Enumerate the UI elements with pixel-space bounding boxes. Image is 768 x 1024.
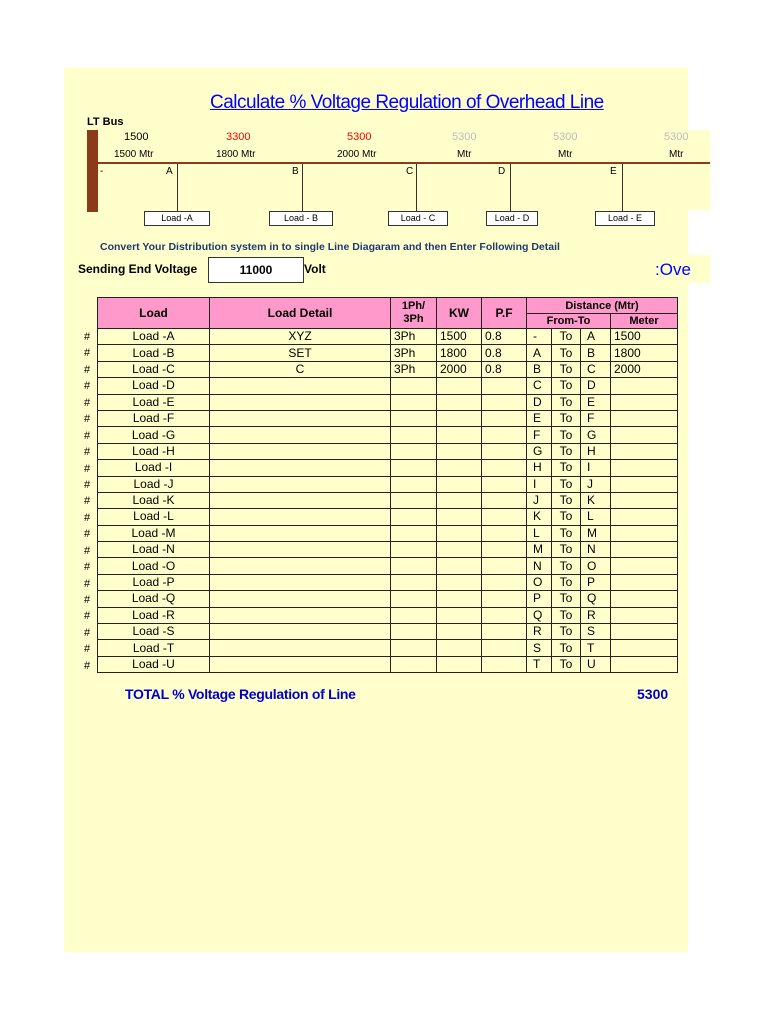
cell-to[interactable]: To	[552, 624, 581, 640]
cell-phase[interactable]	[391, 509, 437, 525]
cell-pf[interactable]: 0.8	[482, 345, 527, 361]
node-label: C	[406, 166, 414, 177]
cell-from[interactable]: J	[527, 492, 552, 508]
sheet-overflow	[688, 130, 710, 210]
header-load-detail: Load Detail	[210, 298, 391, 329]
cell-dest[interactable]: T	[581, 640, 611, 656]
cell-load[interactable]: Load -D	[98, 378, 210, 394]
table-row	[98, 558, 678, 574]
cell-detail[interactable]	[210, 427, 391, 443]
cell-detail[interactable]	[210, 476, 391, 492]
cell-detail[interactable]: C	[210, 361, 391, 377]
cell-load[interactable]: Load -E	[98, 394, 210, 410]
sending-end-label: Sending End Voltage	[78, 262, 198, 276]
cell-phase[interactable]	[391, 427, 437, 443]
cell-pf[interactable]	[482, 410, 527, 426]
load-box: Load - E	[595, 211, 655, 226]
cell-pf[interactable]	[482, 509, 527, 525]
cell-phase[interactable]	[391, 558, 437, 574]
cell-kw[interactable]	[437, 410, 482, 426]
cell-to[interactable]: To	[552, 607, 581, 623]
cell-phase[interactable]	[391, 607, 437, 623]
header-pf: P.F	[482, 298, 527, 329]
cell-to[interactable]: To	[552, 542, 581, 558]
cell-meter[interactable]: 2000	[611, 361, 678, 377]
cell-dest[interactable]: A	[581, 329, 611, 345]
table-row	[98, 378, 678, 394]
cell-kw[interactable]	[437, 640, 482, 656]
segment-distance: Mtr	[558, 149, 573, 160]
cell-meter[interactable]	[611, 509, 678, 525]
cell-from[interactable]: M	[527, 542, 552, 558]
cell-kw[interactable]	[437, 460, 482, 476]
page-title: Calculate % Voltage Regulation of Overhead Line	[210, 92, 604, 113]
row-marker: #	[84, 380, 91, 393]
table-row	[98, 525, 678, 541]
table-row	[98, 624, 678, 640]
table-row	[98, 443, 678, 459]
cell-from[interactable]: O	[527, 574, 552, 590]
cell-phase[interactable]	[391, 378, 437, 394]
cell-kw[interactable]	[437, 476, 482, 492]
cell-meter[interactable]: 1800	[611, 345, 678, 361]
cell-to[interactable]: To	[552, 329, 581, 345]
cell-pf[interactable]	[482, 378, 527, 394]
row-marker: #	[84, 511, 91, 524]
table-row	[98, 656, 678, 672]
cell-phase[interactable]: 3Ph	[391, 329, 437, 345]
cell-detail[interactable]	[210, 509, 391, 525]
load-table	[97, 297, 678, 673]
row-marker: #	[84, 495, 91, 508]
node-label: B	[292, 166, 299, 177]
instruction-text: Convert Your Distribution system in to single Line Diagaram and then Enter Following Detail	[100, 241, 560, 253]
cell-meter[interactable]	[611, 525, 678, 541]
cell-dest[interactable]: J	[581, 476, 611, 492]
header-load: Load	[98, 298, 210, 329]
cell-dest[interactable]: N	[581, 542, 611, 558]
cell-kw[interactable]	[437, 591, 482, 607]
cell-meter[interactable]	[611, 607, 678, 623]
total-label: TOTAL % Voltage Regulation of Line	[125, 686, 356, 702]
segment-kw: 5300	[347, 131, 372, 143]
cell-dest[interactable]: C	[581, 361, 611, 377]
cell-detail[interactable]	[210, 443, 391, 459]
cell-meter[interactable]	[611, 394, 678, 410]
cell-load[interactable]: Load -P	[98, 574, 210, 590]
table-row	[98, 427, 678, 443]
cell-from[interactable]: S	[527, 640, 552, 656]
row-marker: #	[84, 396, 91, 409]
row-marker: #	[84, 643, 91, 656]
cell-kw[interactable]	[437, 656, 482, 672]
cell-load[interactable]: Load -U	[98, 656, 210, 672]
load-box: Load - B	[269, 211, 333, 226]
table-row	[98, 492, 678, 508]
node-label: A	[166, 166, 173, 177]
cell-meter[interactable]	[611, 558, 678, 574]
cell-dest[interactable]: M	[581, 525, 611, 541]
header-meter: Meter	[611, 314, 678, 329]
cell-load[interactable]: Load -K	[98, 492, 210, 508]
cell-from[interactable]: C	[527, 378, 552, 394]
load-box: Load - C	[388, 211, 448, 226]
cell-from[interactable]: -	[527, 329, 552, 345]
cell-dest[interactable]: D	[581, 378, 611, 394]
cell-to[interactable]: To	[552, 558, 581, 574]
cell-pf[interactable]: 0.8	[482, 361, 527, 377]
cell-phase[interactable]	[391, 624, 437, 640]
table-row	[98, 361, 678, 377]
cell-phase[interactable]	[391, 542, 437, 558]
cell-dest[interactable]: P	[581, 574, 611, 590]
cell-pf[interactable]	[482, 624, 527, 640]
table-row	[98, 394, 678, 410]
cell-pf[interactable]	[482, 525, 527, 541]
cell-meter[interactable]	[611, 378, 678, 394]
cell-detail[interactable]	[210, 378, 391, 394]
cell-dest[interactable]: U	[581, 656, 611, 672]
cell-to[interactable]: To	[552, 361, 581, 377]
cell-detail[interactable]	[210, 394, 391, 410]
cell-pf[interactable]	[482, 476, 527, 492]
cell-load[interactable]: Load -G	[98, 427, 210, 443]
cell-pf[interactable]	[482, 640, 527, 656]
row-marker: #	[84, 528, 91, 541]
cell-kw[interactable]	[437, 607, 482, 623]
cell-pf[interactable]	[482, 656, 527, 672]
cell-from[interactable]: D	[527, 394, 552, 410]
cell-to[interactable]: To	[552, 656, 581, 672]
load-box: Load -A	[144, 211, 210, 226]
cell-detail[interactable]	[210, 460, 391, 476]
distribution-line	[98, 162, 710, 164]
segment-distance: Mtr	[457, 149, 472, 160]
cell-from[interactable]: F	[527, 427, 552, 443]
row-marker: #	[84, 626, 91, 639]
segment-distance: 1800 Mtr	[216, 149, 256, 160]
row-marker: #	[84, 331, 91, 343]
cell-load[interactable]: Load -R	[98, 607, 210, 623]
cell-to[interactable]: To	[552, 509, 581, 525]
table-row	[98, 542, 678, 558]
row-marker: #	[84, 478, 91, 491]
drop-line	[510, 164, 511, 212]
cell-from[interactable]: B	[527, 361, 552, 377]
cell-to[interactable]: To	[552, 460, 581, 476]
cell-from[interactable]: Q	[527, 607, 552, 623]
cell-load[interactable]: Load -C	[98, 361, 210, 377]
cell-detail[interactable]: XYZ	[210, 329, 391, 345]
table-row	[98, 460, 678, 476]
cell-meter[interactable]	[611, 624, 678, 640]
row-marker: #	[84, 347, 91, 360]
cell-to[interactable]: To	[552, 492, 581, 508]
header-kw: KW	[437, 298, 482, 329]
table-row	[98, 476, 678, 492]
cell-detail[interactable]: SET	[210, 345, 391, 361]
segment-distance: Mtr	[669, 149, 684, 160]
cell-load[interactable]: Load -F	[98, 410, 210, 426]
cell-pf[interactable]	[482, 427, 527, 443]
cell-kw[interactable]	[437, 525, 482, 541]
cell-phase[interactable]	[391, 574, 437, 590]
cell-kw[interactable]: 1500	[437, 329, 482, 345]
cell-meter[interactable]: 1500	[611, 329, 678, 345]
drop-line	[177, 164, 178, 212]
cell-load[interactable]: Load -L	[98, 509, 210, 525]
row-marker: #	[84, 413, 91, 426]
voltage-unit: Volt	[304, 262, 326, 276]
cell-to[interactable]: To	[552, 443, 581, 459]
cell-meter[interactable]	[611, 427, 678, 443]
cell-kw[interactable]: 2000	[437, 361, 482, 377]
cell-meter[interactable]	[611, 656, 678, 672]
drop-line	[416, 164, 417, 212]
cell-detail[interactable]	[210, 492, 391, 508]
cell-dest[interactable]: G	[581, 427, 611, 443]
segment-kw: 3300	[226, 131, 251, 143]
overflow-text: :Ove	[655, 260, 691, 279]
cell-phase[interactable]	[391, 525, 437, 541]
cell-kw[interactable]	[437, 443, 482, 459]
cell-dest[interactable]: L	[581, 509, 611, 525]
row-marker: #	[84, 594, 91, 606]
cell-load[interactable]: Load -Q	[98, 591, 210, 607]
cell-kw[interactable]	[437, 394, 482, 410]
cell-to[interactable]: To	[552, 574, 581, 590]
cell-detail[interactable]	[210, 558, 391, 574]
table-row	[98, 329, 678, 345]
cell-from[interactable]: L	[527, 525, 552, 541]
cell-pf[interactable]	[482, 591, 527, 607]
header-distance: Distance (Mtr)	[527, 298, 678, 314]
cell-kw[interactable]	[437, 492, 482, 508]
cell-phase[interactable]	[391, 460, 437, 476]
cell-load[interactable]: Load -H	[98, 443, 210, 459]
segment-kw: 5300	[452, 131, 477, 143]
header-from-to: From-To	[527, 314, 611, 329]
cell-from[interactable]: N	[527, 558, 552, 574]
sending-end-voltage-input[interactable]: 11000	[208, 257, 304, 283]
cell-meter[interactable]	[611, 542, 678, 558]
cell-phase[interactable]: 3Ph	[391, 361, 437, 377]
cell-pf[interactable]	[482, 492, 527, 508]
cell-pf[interactable]	[482, 443, 527, 459]
cell-meter[interactable]	[611, 640, 678, 656]
cell-dest[interactable]: S	[581, 624, 611, 640]
cell-phase[interactable]	[391, 591, 437, 607]
cell-phase[interactable]	[391, 476, 437, 492]
cell-to[interactable]: To	[552, 394, 581, 410]
cell-to[interactable]: To	[552, 476, 581, 492]
cell-from[interactable]: T	[527, 656, 552, 672]
cell-detail[interactable]	[210, 607, 391, 623]
cell-pf[interactable]: 0.8	[482, 329, 527, 345]
cell-load[interactable]: Load -N	[98, 542, 210, 558]
load-box: Load - D	[486, 211, 538, 226]
cell-load[interactable]: Load -B	[98, 345, 210, 361]
cell-pf[interactable]	[482, 394, 527, 410]
cell-pf[interactable]	[482, 574, 527, 590]
cell-kw[interactable]: 1800	[437, 345, 482, 361]
cell-detail[interactable]	[210, 656, 391, 672]
cell-load[interactable]: Load -J	[98, 476, 210, 492]
row-marker: #	[84, 610, 91, 623]
cell-dest[interactable]: K	[581, 492, 611, 508]
cell-from[interactable]: R	[527, 624, 552, 640]
node-label: -	[100, 166, 104, 177]
cell-dest[interactable]: Q	[581, 591, 611, 607]
cell-detail[interactable]	[210, 624, 391, 640]
cell-load[interactable]: Load -S	[98, 624, 210, 640]
cell-from[interactable]: K	[527, 509, 552, 525]
row-marker: #	[84, 462, 91, 475]
cell-phase[interactable]: 3Ph	[391, 345, 437, 361]
cell-phase[interactable]	[391, 656, 437, 672]
cell-detail[interactable]	[210, 640, 391, 656]
cell-meter[interactable]	[611, 591, 678, 607]
cell-meter[interactable]	[611, 460, 678, 476]
cell-pf[interactable]	[482, 607, 527, 623]
row-marker: #	[84, 429, 91, 442]
lt-bus-label: LT Bus	[87, 116, 124, 128]
table-row	[98, 607, 678, 623]
cell-to[interactable]: To	[552, 410, 581, 426]
cell-to[interactable]: To	[552, 591, 581, 607]
cell-kw[interactable]	[437, 427, 482, 443]
row-marker: #	[84, 577, 91, 590]
segment-kw: 5300	[664, 131, 689, 143]
row-marker: #	[84, 544, 91, 557]
cell-detail[interactable]	[210, 542, 391, 558]
cell-meter[interactable]	[611, 443, 678, 459]
cell-kw[interactable]	[437, 574, 482, 590]
cell-kw[interactable]	[437, 624, 482, 640]
cell-load[interactable]: Load -O	[98, 558, 210, 574]
cell-from[interactable]: P	[527, 591, 552, 607]
cell-to[interactable]: To	[552, 378, 581, 394]
cell-to[interactable]: To	[552, 640, 581, 656]
segment-kw: 5300	[553, 131, 578, 143]
cell-load[interactable]: Load -A	[98, 329, 210, 345]
cell-to[interactable]: To	[552, 345, 581, 361]
table-row	[98, 345, 678, 361]
row-marker: #	[84, 363, 91, 376]
drop-line	[622, 164, 623, 212]
table-row	[98, 591, 678, 607]
cell-detail[interactable]	[210, 574, 391, 590]
cell-meter[interactable]	[611, 410, 678, 426]
sheet-overflow	[688, 255, 710, 283]
segment-kw: 1500	[124, 131, 149, 143]
segment-distance: 2000 Mtr	[337, 149, 377, 160]
cell-phase[interactable]	[391, 492, 437, 508]
cell-load[interactable]: Load -T	[98, 640, 210, 656]
cell-to[interactable]: To	[552, 525, 581, 541]
cell-dest[interactable]: E	[581, 394, 611, 410]
cell-dest[interactable]: R	[581, 607, 611, 623]
cell-kw[interactable]	[437, 378, 482, 394]
cell-pf[interactable]	[482, 542, 527, 558]
cell-from[interactable]: E	[527, 410, 552, 426]
cell-meter[interactable]	[611, 574, 678, 590]
cell-detail[interactable]	[210, 525, 391, 541]
cell-meter[interactable]	[611, 476, 678, 492]
table-row	[98, 574, 678, 590]
header-phase: 1Ph/ 3Ph	[391, 298, 437, 329]
cell-from[interactable]: G	[527, 443, 552, 459]
cell-dest[interactable]: B	[581, 345, 611, 361]
cell-from[interactable]: H	[527, 460, 552, 476]
cell-pf[interactable]	[482, 460, 527, 476]
cell-phase[interactable]	[391, 410, 437, 426]
cell-pf[interactable]	[482, 558, 527, 574]
row-markers	[84, 329, 97, 674]
table-row	[98, 640, 678, 656]
cell-detail[interactable]	[210, 591, 391, 607]
node-label: E	[610, 166, 617, 177]
lt-bus-bar	[87, 130, 98, 212]
cell-dest[interactable]: H	[581, 443, 611, 459]
row-marker: #	[84, 446, 91, 459]
cell-load[interactable]: Load -M	[98, 525, 210, 541]
cell-phase[interactable]	[391, 640, 437, 656]
cell-phase[interactable]	[391, 443, 437, 459]
cell-dest[interactable]: I	[581, 460, 611, 476]
cell-to[interactable]: To	[552, 427, 581, 443]
cell-dest[interactable]: F	[581, 410, 611, 426]
table-row	[98, 410, 678, 426]
cell-dest[interactable]: O	[581, 558, 611, 574]
table-body	[98, 329, 678, 673]
cell-kw[interactable]	[437, 558, 482, 574]
cell-phase[interactable]	[391, 394, 437, 410]
row-marker: #	[84, 659, 91, 672]
drop-line	[302, 164, 303, 212]
table-row	[98, 509, 678, 525]
row-marker: #	[84, 561, 91, 574]
cell-kw[interactable]	[437, 509, 482, 525]
node-label: D	[498, 166, 506, 177]
cell-load[interactable]: Load -I	[98, 460, 210, 476]
cell-kw[interactable]	[437, 542, 482, 558]
cell-detail[interactable]	[210, 410, 391, 426]
cell-from[interactable]: I	[527, 476, 552, 492]
cell-meter[interactable]	[611, 492, 678, 508]
segment-distance: 1500 Mtr	[114, 149, 154, 160]
total-value: 5300	[637, 686, 669, 702]
cell-from[interactable]: A	[527, 345, 552, 361]
